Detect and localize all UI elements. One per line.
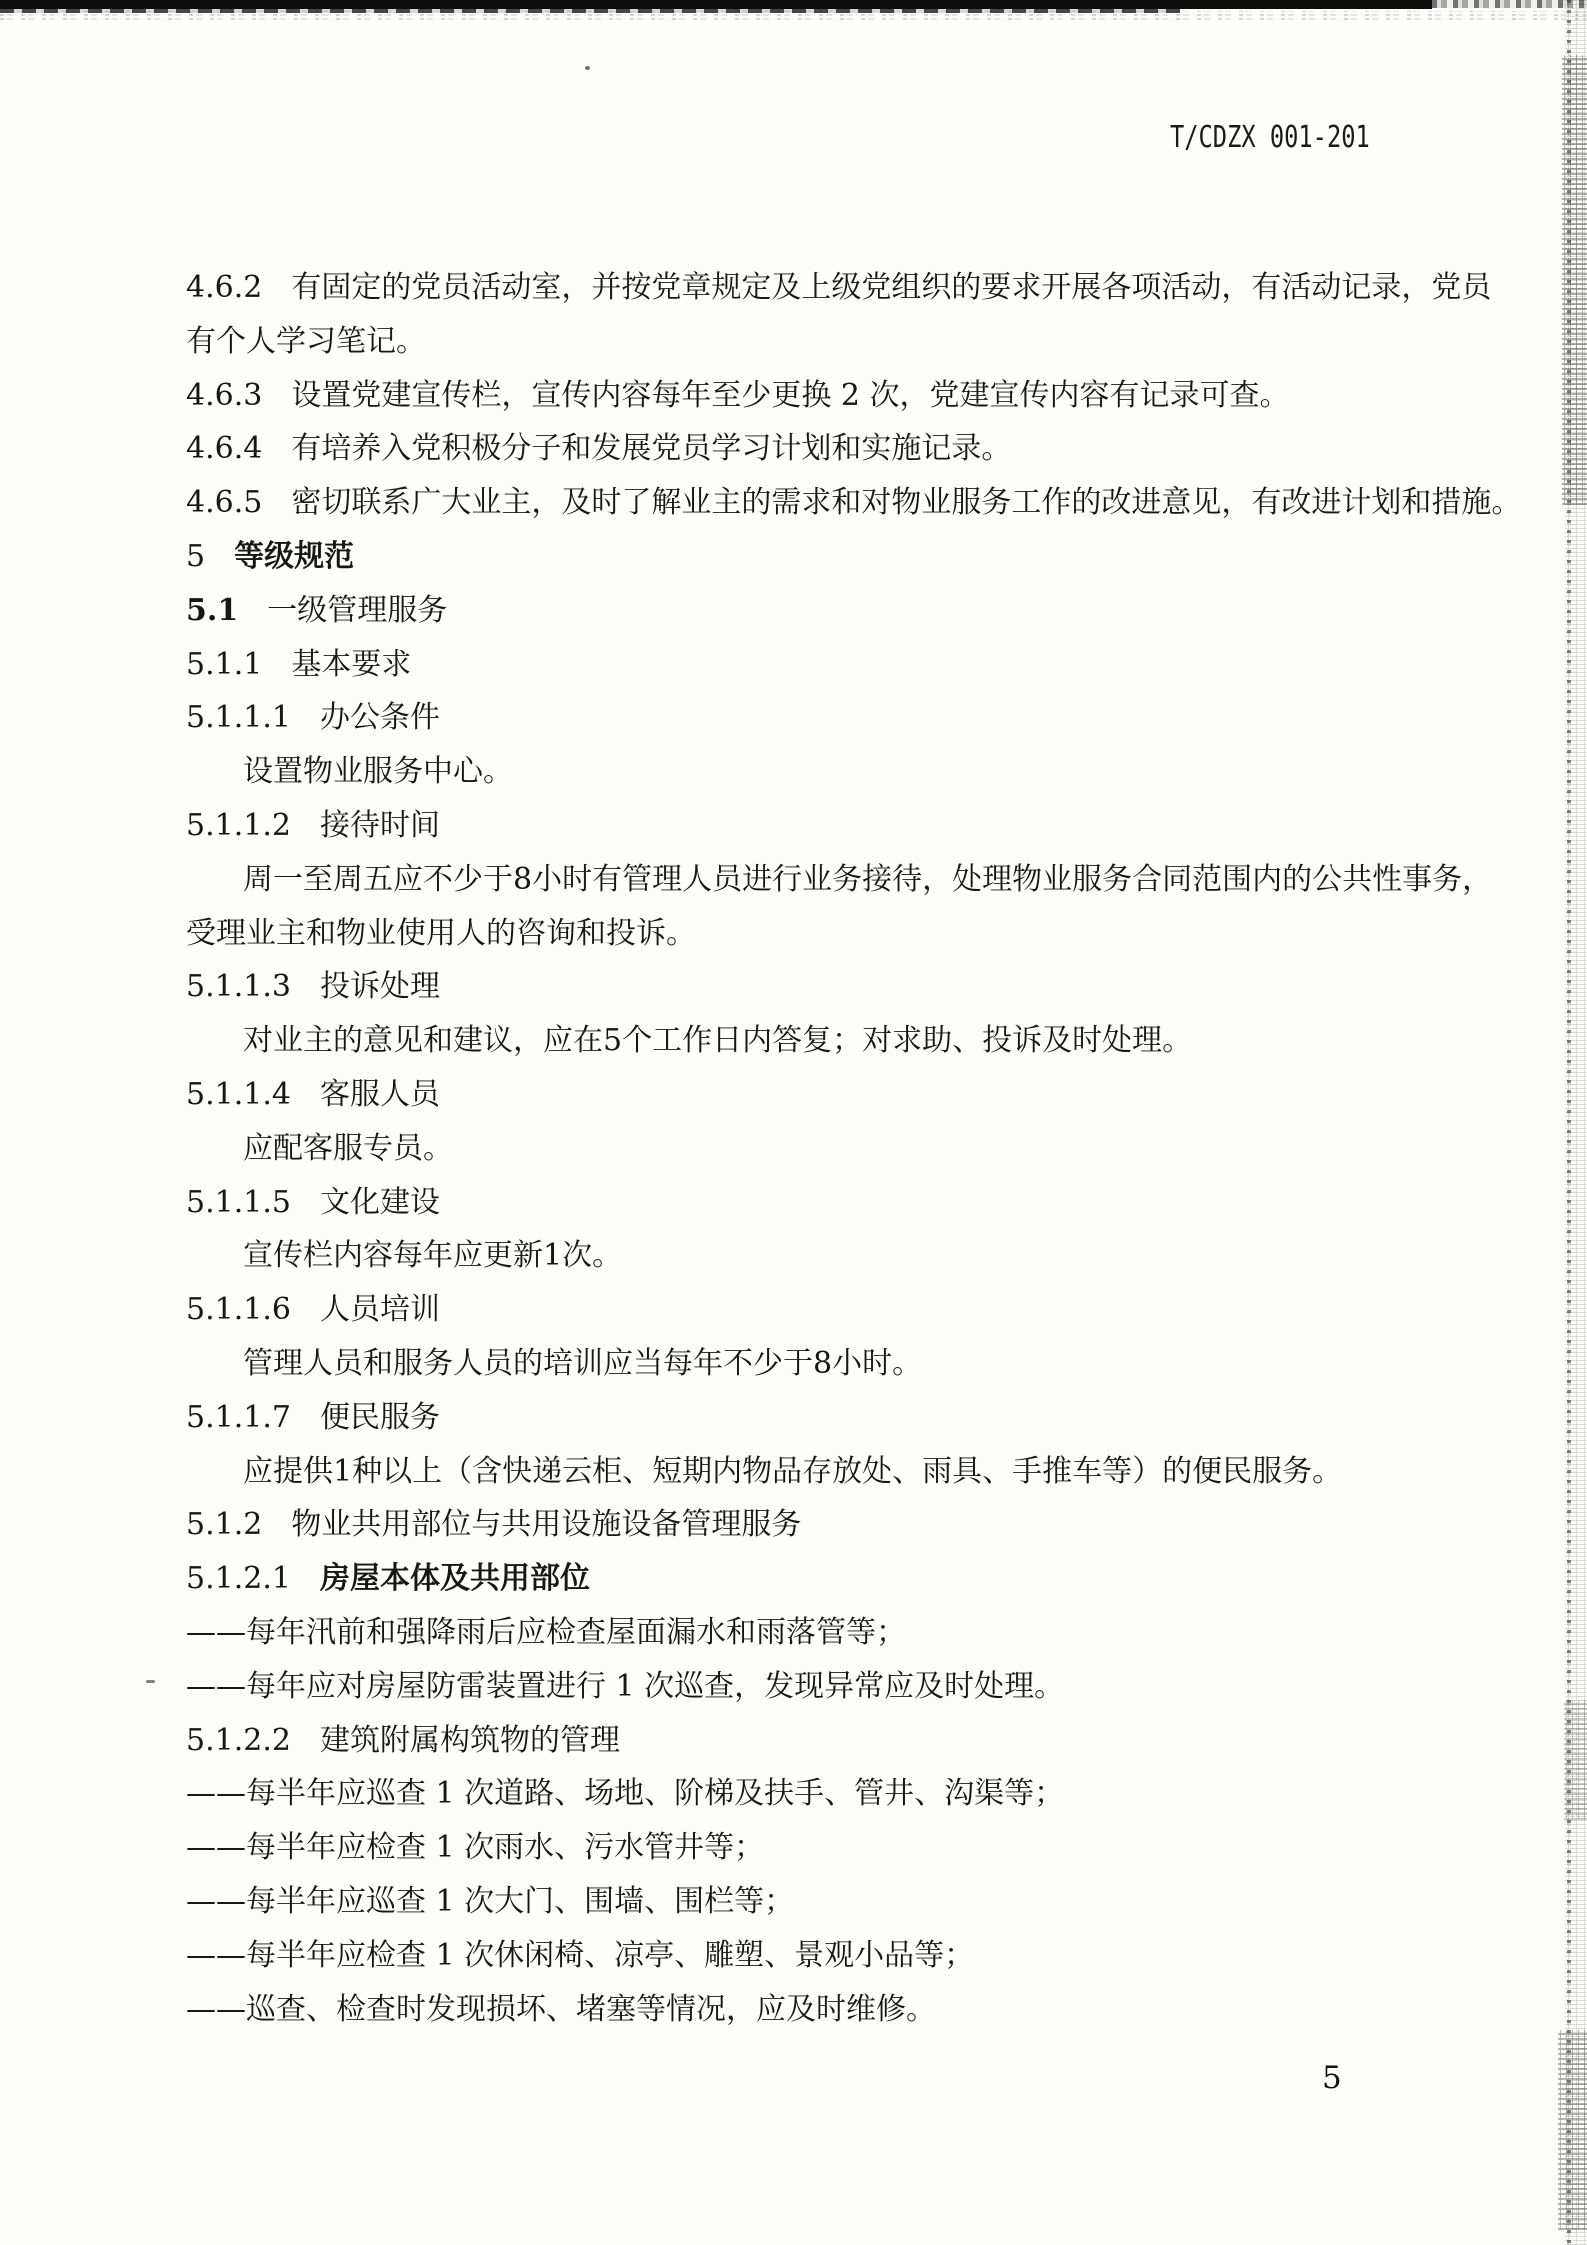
text-line-32 — [186, 1929, 1481, 1983]
clause-number: 4.6.4 — [186, 431, 263, 467]
text-line-30 — [186, 1821, 1481, 1875]
clause-text: 密切联系广大业主，及时了解业主的需求和对物业服务工作的改进意见，有改进计划和措施。 — [291, 485, 1522, 521]
clause-text: 办公条件 — [319, 700, 440, 736]
text-line-17 — [186, 1122, 1481, 1176]
clause-number: 5.1.1 — [186, 646, 263, 682]
clause-text: 文化建设 — [319, 1184, 440, 1220]
text-line-23 — [186, 1445, 1481, 1499]
page-number: 5 — [1322, 2060, 1342, 2096]
clause-text: ——每年应对房屋防雷装置进行 1 次巡查，发现异常应及时处理。 — [186, 1668, 1065, 1704]
clause-text: 等级规范 — [234, 538, 355, 574]
clause-line-5 — [186, 530, 1481, 584]
scan-artifact-right-patch — [1562, 55, 1587, 505]
clause-number: 4.6.2 — [186, 270, 263, 305]
clause-line-5.1.1.3 — [186, 960, 1481, 1014]
clause-text: 有个人学习笔记。 — [186, 323, 426, 359]
clause-number: 5.1 — [186, 592, 239, 628]
clause-number: 5.1.1.5 — [186, 1184, 291, 1220]
clause-text: 便民服务 — [319, 1399, 440, 1435]
scan-artifact-top-bar-right — [1432, 0, 1587, 8]
clause-line-5.1.1.6 — [186, 1283, 1481, 1337]
clause-text: 建筑附属构筑物的管理 — [319, 1722, 620, 1758]
clause-text: 投诉处理 — [319, 969, 440, 1005]
clause-text: 应配客服专员。 — [243, 1130, 453, 1166]
clause-number: 5.1.1.6 — [186, 1292, 291, 1328]
clause-line-4.6.3 — [186, 369, 1481, 423]
scan-artifact-right-patch — [1564, 1700, 1587, 1820]
clause-text: 一级管理服务 — [267, 592, 448, 628]
ink-speck — [585, 66, 590, 70]
clause-number: 5 — [186, 538, 206, 574]
document-body — [186, 261, 1522, 2036]
clause-text: ——每半年应检查 1 次雨水、污水管井等； — [186, 1830, 765, 1866]
clause-number: 5.1.1.4 — [186, 1076, 291, 1112]
clause-text: 管理人员和服务人员的培训应当每年不少于8小时。 — [243, 1345, 923, 1381]
clause-number: 5.1.1.2 — [186, 807, 291, 843]
text-line-31 — [186, 1875, 1481, 1929]
clause-text: 接待时间 — [319, 807, 440, 843]
clause-line-4.6.4 — [186, 422, 1481, 476]
clause-number: 5.1.2.1 — [186, 1561, 291, 1597]
clause-line-5.1.1 — [186, 638, 1481, 692]
clause-text: 有培养入党积极分子和发展党员学习计划和实施记录。 — [291, 431, 1012, 467]
clause-text: 物业共用部位与共用设施设备管理服务 — [291, 1507, 802, 1543]
clause-number: 4.6.5 — [186, 485, 263, 521]
clause-line-5.1 — [186, 584, 1481, 638]
text-line-13 — [186, 907, 1481, 961]
clause-text: 受理业主和物业使用人的咨询和投诉。 — [186, 915, 696, 951]
ink-speck — [146, 1680, 155, 1683]
clause-text: ——巡查、检查时发现损坏、堵塞等情况，应及时维修。 — [186, 1991, 936, 2027]
clause-line-5.1.1.1 — [186, 691, 1481, 745]
text-line-2 — [186, 315, 1481, 369]
scan-artifact-top-bar — [0, 0, 1432, 9]
clause-text: 对业主的意见和建议，应在5个工作日内答复；对求助、投诉及时处理。 — [243, 1023, 1193, 1059]
text-line-19 — [186, 1229, 1481, 1283]
clause-text: 应提供1种以上（含快递云柜、短期内物品存放处、雨具、手推车等）的便民服务。 — [243, 1453, 1343, 1489]
clause-text: 设置党建宣传栏，宣传内容每年至少更换 2 次，党建宣传内容有记录可查。 — [291, 377, 1290, 413]
text-line-15 — [186, 1014, 1481, 1068]
clause-line-5.1.1.7 — [186, 1391, 1481, 1445]
clause-number: 5.1.1.7 — [186, 1399, 291, 1435]
text-line-10 — [186, 745, 1481, 799]
text-line-21 — [186, 1337, 1481, 1391]
clause-text: 有固定的党员活动室，并按党章规定及上级党组织的要求开展各项活动，有活动记录，党员 — [291, 270, 1492, 305]
text-line-33 — [186, 1983, 1481, 2037]
clause-text: 设置物业服务中心。 — [243, 754, 513, 790]
text-line-29 — [186, 1767, 1481, 1821]
clause-text: 客服人员 — [319, 1076, 440, 1112]
clause-number: 5.1.1.3 — [186, 969, 291, 1005]
clause-line-4.6.5 — [186, 476, 1522, 530]
clause-number: 5.1.1.1 — [186, 700, 291, 736]
clause-text: ——每半年应巡查 1 次道路、场地、阶梯及扶手、管井、沟渠等； — [186, 1776, 1065, 1812]
clause-text: 房屋本体及共用部位 — [319, 1561, 590, 1597]
text-line-27 — [186, 1660, 1481, 1714]
clause-text: ——每半年应巡查 1 次大门、围墙、围栏等； — [186, 1883, 795, 1919]
document-code-header: T/CDZX 001-201 — [1170, 120, 1370, 155]
clause-line-4.6.2 — [186, 261, 1492, 315]
clause-line-5.1.1.5 — [186, 1176, 1481, 1230]
clause-text: 人员培训 — [319, 1292, 440, 1328]
scan-artifact-top-speckle — [0, 11, 1587, 20]
clause-number: 5.1.2.2 — [186, 1722, 291, 1758]
clause-number: 5.1.2 — [186, 1507, 263, 1543]
clause-line-5.1.1.4 — [186, 1068, 1481, 1122]
text-line-12 — [186, 853, 1493, 907]
clause-text: ——每半年应检查 1 次休闲椅、凉亭、雕塑、景观小品等； — [186, 1937, 975, 1973]
clause-line-5.1.2.2 — [186, 1714, 1481, 1768]
clause-line-5.1.2 — [186, 1498, 1481, 1552]
clause-text: ——每年汛前和强降雨后应检查屋面漏水和雨落管等； — [186, 1614, 906, 1650]
clause-text: 宣传栏内容每年应更新1次。 — [243, 1238, 623, 1274]
clause-line-5.1.1.2 — [186, 799, 1481, 853]
text-line-26 — [186, 1606, 1481, 1660]
clause-text: 周一至周五应不少于8小时有管理人员进行业务接待，处理物业服务合同范围内的公共性事务， — [243, 861, 1493, 897]
clause-text: 基本要求 — [291, 646, 412, 682]
scan-artifact-right-patch — [1558, 2030, 1587, 2230]
clause-number: 4.6.3 — [186, 377, 263, 413]
clause-line-5.1.2.1 — [186, 1552, 1481, 1606]
